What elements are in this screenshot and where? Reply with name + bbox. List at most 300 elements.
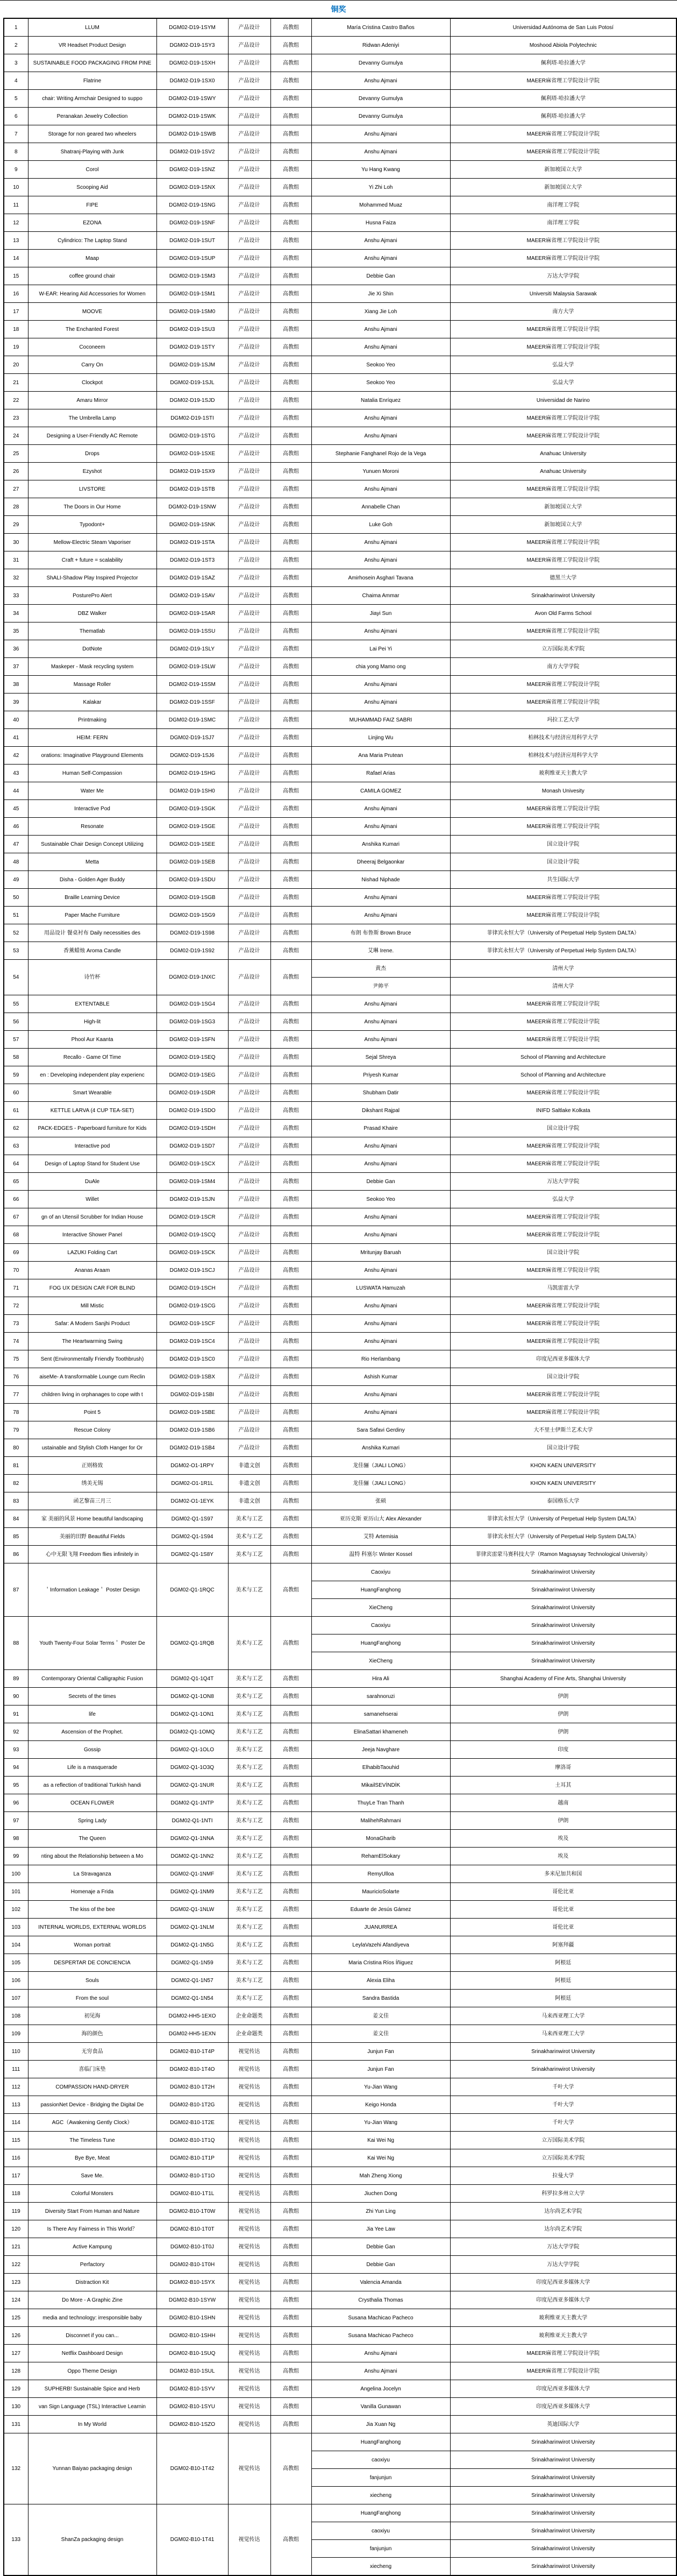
entry-group: 高教组 [270, 871, 311, 889]
row-number: 96 [4, 1794, 28, 1812]
row-number: 13 [4, 232, 28, 250]
entry-university: Avon Old Farms School [450, 605, 676, 622]
entry-author: Anshu Ajmani [311, 1226, 450, 1244]
entry-group: 高教组 [270, 2433, 311, 2504]
entry-id: DGM02-B10-1SUL [156, 2362, 228, 2380]
row-number: 53 [4, 942, 28, 960]
entry-group: 高教组 [270, 1954, 311, 1972]
entry-title: Safar: A Modern Sanjhi Product [28, 1315, 156, 1333]
entry-group: 高教组 [270, 1226, 311, 1244]
entry-category: 产品设计 [228, 1084, 270, 1102]
entry-group: 高教组 [270, 2380, 311, 2398]
entry-group: 高教组 [270, 747, 311, 765]
row-number: 79 [4, 1421, 28, 1439]
row-number: 71 [4, 1279, 28, 1297]
entry-id: DGM02-B10-1SYU [156, 2398, 228, 2416]
entry-author: Jia Xuan Ng [311, 2416, 450, 2433]
entry-title: coffee ground chair [28, 267, 156, 285]
entry-id: DGM02-B10-1T42 [156, 2433, 228, 2504]
entry-university: Shanghai Academy of Fine Arts, Shanghai University [450, 1670, 676, 1688]
entry-author: Anshu Ajmani [311, 818, 450, 836]
entry-id: DGM02-D19-1SNX [156, 179, 228, 196]
entry-title: nting about the Relationship between a Mo [28, 1848, 156, 1865]
entry-id: DGM02-Q1-1Q4T [156, 1670, 228, 1688]
entry-group: 高教组 [270, 1919, 311, 1936]
entry-title: Active Kampung [28, 2238, 156, 2256]
table-row [4, 1386, 676, 1404]
entry-university: Srinakharinwirot University [450, 2522, 676, 2540]
entry-group: 高教组 [270, 2185, 311, 2203]
entry-group: 高教组 [270, 1901, 311, 1919]
entry-university: MAEER麻省理工学院设计学院 [450, 250, 676, 267]
table-row [4, 427, 676, 445]
entry-category: 视觉传达 [228, 2504, 270, 2576]
entry-author: Anshu Ajmani [311, 995, 450, 1013]
entry-group: 高教组 [270, 2416, 311, 2433]
entry-university: 印度尼西亚多媒体大学 [450, 1350, 676, 1368]
entry-group: 高教组 [270, 179, 311, 196]
entry-group: 高教组 [270, 622, 311, 640]
table-row [4, 1617, 676, 1634]
entry-category: 产品设计 [228, 1421, 270, 1439]
entry-id: DGM02-Q1-1OMQ [156, 1723, 228, 1741]
entry-category: 美术与工艺 [228, 1919, 270, 1936]
entry-author: Prasad Khaire [311, 1120, 450, 1137]
table-row [4, 1848, 676, 1865]
entry-group: 高教组 [270, 2327, 311, 2345]
entry-university: Moshood Abiola Polytechnic [450, 37, 676, 54]
entry-category: 产品设计 [228, 1137, 270, 1155]
entry-author: Anshu Ajmani [311, 1031, 450, 1049]
entry-university: 哥伦比亚 [450, 1919, 676, 1936]
entry-title: Disconnet if you can... [28, 2327, 156, 2345]
entry-category: 产品设计 [228, 1066, 270, 1084]
entry-author: Xiang Jie Loh [311, 303, 450, 321]
entry-author: Anshu Ajmani [311, 250, 450, 267]
entry-author: Anshu Ajmani [311, 800, 450, 818]
entry-category: 美术与工艺 [228, 1741, 270, 1759]
entry-author: Ana Maria Prutean [311, 747, 450, 765]
row-number: 128 [4, 2362, 28, 2380]
entry-group: 高教组 [270, 1244, 311, 1262]
table-row [4, 285, 676, 303]
row-number: 62 [4, 1120, 28, 1137]
entry-category: 产品设计 [228, 143, 270, 161]
entry-title: Peranakan Jewelry Collection [28, 108, 156, 125]
entry-author: HuangFanghong [311, 2504, 450, 2522]
entry-category: 产品设计 [228, 409, 270, 427]
row-number: 131 [4, 2416, 28, 2433]
table-row [4, 1475, 676, 1492]
entry-title: KETTLE LARVA (4 CUP TEA-SET) [28, 1102, 156, 1120]
row-number: 112 [4, 2078, 28, 2096]
entry-category: 视觉传达 [228, 2203, 270, 2220]
entry-author: Anshu Ajmani [311, 693, 450, 711]
entry-group: 高教组 [270, 374, 311, 392]
entry-title: Youth Twenty-Four Solar Terms＇ Poster De [28, 1617, 156, 1670]
entry-university: MAEER麻省理工学院设计学院 [450, 321, 676, 338]
entry-id: DGM02-Q1-1S97 [156, 1510, 228, 1528]
entry-title: VR Headset Product Design [28, 37, 156, 54]
entry-university: MAEER麻省理工学院设计学院 [450, 232, 676, 250]
entry-category: 美术与工艺 [228, 1546, 270, 1563]
entry-group: 高教组 [270, 1297, 311, 1315]
entry-group: 高教组 [270, 37, 311, 54]
entry-id: DGM02-B10-1SYV [156, 2380, 228, 2398]
entry-university: MAEER麻省理工学院设计学院 [450, 480, 676, 498]
entry-id: DGM02-B10-1T2H [156, 2078, 228, 2096]
entry-id: DGM02-B10-1SYW [156, 2291, 228, 2309]
entry-group: 高教组 [270, 1066, 311, 1084]
entry-title: 诗竹杯 [28, 960, 156, 995]
entry-author: MauricioSolarte [311, 1883, 450, 1901]
row-number: 57 [4, 1031, 28, 1049]
entry-group: 高教组 [270, 1990, 311, 2007]
entry-id: DGM02-Q1-1OLO [156, 1741, 228, 1759]
entry-title: Contemporary Oriental Calligraphic Fusion [28, 1670, 156, 1688]
entry-category: 产品设计 [228, 498, 270, 516]
row-number: 60 [4, 1084, 28, 1102]
entry-author: Susana Machicao Pacheco [311, 2309, 450, 2327]
entry-university: 阿根廷 [450, 1954, 676, 1972]
row-number: 80 [4, 1439, 28, 1457]
row-number: 34 [4, 605, 28, 622]
entry-group: 高教组 [270, 1848, 311, 1865]
table-row [4, 214, 676, 232]
entry-id: DGM02-D19-1SYM [156, 18, 228, 37]
table-row [4, 782, 676, 800]
entry-id: DGM02-Q1-1N59 [156, 1954, 228, 1972]
table-row [4, 516, 676, 534]
entry-university: KHON KAEN UNIVERSITY [450, 1475, 676, 1492]
entry-group: 高教组 [270, 2025, 311, 2043]
entry-title: Ananas Araam [28, 1262, 156, 1279]
row-number: 132 [4, 2433, 28, 2504]
entry-category: 产品设计 [228, 1244, 270, 1262]
row-number: 95 [4, 1777, 28, 1794]
entry-title: ShanZa packaging design [28, 2504, 156, 2576]
entry-group: 高教组 [270, 445, 311, 463]
entry-group: 高教组 [270, 1155, 311, 1173]
row-number: 76 [4, 1368, 28, 1386]
table-row [4, 1759, 676, 1777]
entry-university: MAEER麻省理工学院设计学院 [450, 409, 676, 427]
row-number: 1 [4, 18, 28, 37]
entry-category: 视觉传达 [228, 2291, 270, 2309]
row-number: 21 [4, 374, 28, 392]
entry-id: DGM02-Q1-1NUR [156, 1777, 228, 1794]
entry-author: Devanny Gumulya [311, 108, 450, 125]
entry-author: samanehserai [311, 1705, 450, 1723]
row-number: 54 [4, 960, 28, 995]
row-number: 105 [4, 1954, 28, 1972]
entry-category: 产品设计 [228, 658, 270, 676]
entry-category: 美术与工艺 [228, 1759, 270, 1777]
entry-category: 视觉传达 [228, 2274, 270, 2291]
entry-author: Anshu Ajmani [311, 409, 450, 427]
entry-author: Yi Zhi Loh [311, 179, 450, 196]
row-number: 116 [4, 2149, 28, 2167]
entry-group: 高教组 [270, 250, 311, 267]
table-row [4, 1404, 676, 1421]
entry-id: DGM02-B10-1T1L [156, 2185, 228, 2203]
entry-author: 布朗 布鲁斯 Brown Bruce [311, 924, 450, 942]
entry-university: 马来西亚理工大学 [450, 2025, 676, 2043]
entry-group: 高教组 [270, 1563, 311, 1617]
row-number: 20 [4, 356, 28, 374]
entry-category: 非遗文创 [228, 1457, 270, 1475]
entry-author: Husna Faiza [311, 214, 450, 232]
entry-university: MAEER麻省理工学院设计学院 [450, 1262, 676, 1279]
entry-author: Devanny Gumulya [311, 54, 450, 72]
row-number: 90 [4, 1688, 28, 1705]
table-row [4, 1208, 676, 1226]
table-row [4, 2256, 676, 2274]
entry-id: DGM02-D19-1SDR [156, 1084, 228, 1102]
entry-university: MAEER麻省理工学院设计学院 [450, 1333, 676, 1350]
entry-university: MAEER麻省理工学院设计学院 [450, 693, 676, 711]
entry-university: 万达大学学院 [450, 2256, 676, 2274]
entry-author: Junjun Fan [311, 2061, 450, 2078]
entry-title: 家 美丽的风景 Home beautiful landscaping [28, 1510, 156, 1528]
entry-author: 张硕 [311, 1492, 450, 1510]
table-row [4, 1084, 676, 1102]
entry-university: Monash Univesity [450, 782, 676, 800]
entry-group: 高教组 [270, 765, 311, 782]
row-number: 72 [4, 1297, 28, 1315]
entry-group: 高教组 [270, 1120, 311, 1137]
entry-id: DGM02-D19-1SNW [156, 498, 228, 516]
entry-university: 越南 [450, 1794, 676, 1812]
entry-id: DGM02-D19-1SM1 [156, 285, 228, 303]
entry-id: DGM02-D19-1SSU [156, 622, 228, 640]
entry-author: MalihehRahmani [311, 1812, 450, 1830]
entry-title: Smart Wearable [28, 1084, 156, 1102]
row-number: 122 [4, 2256, 28, 2274]
entry-title: aiseMe- A transformable Lounge cum Reclin [28, 1368, 156, 1386]
entry-title: HEIM: FERN [28, 729, 156, 747]
entry-author: Yu Hang Kwang [311, 161, 450, 179]
entry-title: In My World [28, 2416, 156, 2433]
entry-author: caoxiyu [311, 2451, 450, 2469]
row-number: 68 [4, 1226, 28, 1244]
entry-university: 南洋理工学院 [450, 196, 676, 214]
entry-group: 高教组 [270, 196, 311, 214]
entry-category: 美术与工艺 [228, 1705, 270, 1723]
table-row [4, 1155, 676, 1173]
entry-author: 尹帅平 [311, 978, 450, 995]
entry-university: Srinakharinwirot University [450, 2451, 676, 2469]
entry-id: DGM02-D19-1SWY [156, 90, 228, 108]
table-row [4, 409, 676, 427]
entry-university: Srinakharinwirot University [450, 587, 676, 605]
entry-group: 高教组 [270, 1279, 311, 1297]
entry-group: 高教组 [270, 2291, 311, 2309]
entry-author: Anshu Ajmani [311, 676, 450, 693]
entry-id: DGM02-B10-1T2E [156, 2114, 228, 2132]
entry-title: Amaru Mirror [28, 392, 156, 409]
row-number: 75 [4, 1350, 28, 1368]
entry-category: 产品设计 [228, 711, 270, 729]
entry-group: 高教组 [270, 1741, 311, 1759]
table-row [4, 1333, 676, 1350]
entry-author: Anshika Kumari [311, 1439, 450, 1457]
entry-title: SUPHERB! Sustainable Spice and Herb [28, 2380, 156, 2398]
entry-title: 心中无限飞翔 Freedom flies infinitely in [28, 1546, 156, 1563]
entry-id: DGM02-D19-1SMC [156, 711, 228, 729]
entry-category: 视觉传达 [228, 2398, 270, 2416]
table-row [4, 250, 676, 267]
table-row [4, 72, 676, 90]
row-number: 129 [4, 2380, 28, 2398]
entry-university: MAEER麻省理工学院设计学院 [450, 1404, 676, 1421]
entry-title: Coconeem [28, 338, 156, 356]
entry-id: DGM02-D19-1SNG [156, 196, 228, 214]
entry-category: 美术与工艺 [228, 1901, 270, 1919]
entry-id: DGM02-D19-1STY [156, 338, 228, 356]
table-row [4, 2433, 676, 2451]
entry-category: 产品设计 [228, 1120, 270, 1137]
entry-group: 高教组 [270, 1386, 311, 1404]
entry-university: 印度 [450, 1741, 676, 1759]
entry-university: 柏林技术与经济应用科学大学 [450, 747, 676, 765]
entry-id: DGM02-D19-1SCJ [156, 1262, 228, 1279]
table-row [4, 1226, 676, 1244]
entry-id: DGM02-D19-1SCK [156, 1244, 228, 1262]
entry-category: 视觉传达 [228, 2132, 270, 2149]
entry-author: Anshu Ajmani [311, 1386, 450, 1404]
row-number: 9 [4, 161, 28, 179]
entry-title: The Heartwarming Swing [28, 1333, 156, 1350]
table-row [4, 54, 676, 72]
entry-university: 立万国际美术学院 [450, 640, 676, 658]
entry-author: 黄杰 [311, 960, 450, 978]
entry-title: van Sign Language (TSL) Interactive Learnin [28, 2398, 156, 2416]
entry-id: DGM02-D19-1SEB [156, 853, 228, 871]
table-row [4, 1510, 676, 1528]
row-number: 107 [4, 1990, 28, 2007]
table-row [4, 1741, 676, 1759]
entry-university: 菲律宾雷蒙马赛科技大学（Ramon Magsaysay Technological University） [450, 1546, 676, 1563]
entry-id: DGM02-O1-1EYK [156, 1492, 228, 1510]
entry-id: DGM02-D19-1SM4 [156, 1173, 228, 1191]
entry-category: 视觉传达 [228, 2167, 270, 2185]
entry-id: DGM02-Q1-1NNA [156, 1830, 228, 1848]
entry-title: Life is a masquerade [28, 1759, 156, 1777]
entry-author: fanjunjun [311, 2540, 450, 2558]
entry-id: DGM02-D19-1SV2 [156, 143, 228, 161]
row-number: 32 [4, 569, 28, 587]
row-number: 69 [4, 1244, 28, 1262]
entry-id: DGM02-Q1-1NM9 [156, 1883, 228, 1901]
entry-university: Srinakharinwirot University [450, 1599, 676, 1617]
row-number: 27 [4, 480, 28, 498]
entry-group: 高教组 [270, 108, 311, 125]
row-number: 94 [4, 1759, 28, 1777]
table-row [4, 1421, 676, 1439]
row-number: 85 [4, 1528, 28, 1546]
row-number: 121 [4, 2238, 28, 2256]
entry-university: 新加坡国立大学 [450, 498, 676, 516]
entry-id: DGM02-D19-1SG3 [156, 1013, 228, 1031]
entry-category: 产品设计 [228, 303, 270, 321]
table-row [4, 463, 676, 480]
entry-title: Willet [28, 1191, 156, 1208]
entry-university: School of Planning and Architecture [450, 1049, 676, 1066]
entry-category: 美术与工艺 [228, 1936, 270, 1954]
entry-category: 企业命题类 [228, 2025, 270, 2043]
entry-group: 高教组 [270, 1972, 311, 1990]
entry-group: 高教组 [270, 516, 311, 534]
row-number: 91 [4, 1705, 28, 1723]
entry-group: 高教组 [270, 2238, 311, 2256]
entry-title: COMPASSION HAND-DRYER [28, 2078, 156, 2096]
entry-title: 喜临门床垫 [28, 2061, 156, 2078]
entry-id: DGM02-Q1-1NLM [156, 1919, 228, 1936]
entry-university: 阿塞拜疆 [450, 1936, 676, 1954]
entry-category: 产品设计 [228, 179, 270, 196]
row-number: 22 [4, 392, 28, 409]
entry-group: 高教组 [270, 1457, 311, 1475]
entry-author: Crysthalia Thomas [311, 2291, 450, 2309]
entry-author: XieCheng [311, 1599, 450, 1617]
entry-university: Srinakharinwirot University [450, 2433, 676, 2451]
table-row [4, 1563, 676, 1581]
entry-author: Rafael Arias [311, 765, 450, 782]
entry-author: Linjing Wu [311, 729, 450, 747]
entry-author: Anshu Ajmani [311, 1137, 450, 1155]
entry-university: MAEER麻省理工学院设计学院 [450, 551, 676, 569]
entry-id: DGM02-D19-1SUT [156, 232, 228, 250]
entry-title: Perfactory [28, 2256, 156, 2274]
entry-university: MAEER麻省理工学院设计学院 [450, 2362, 676, 2380]
entry-title: Design of Laptop Stand for Student Use [28, 1155, 156, 1173]
entry-title: Colorful Monsters [28, 2185, 156, 2203]
entry-author: Amirhosein Asghari Tavana [311, 569, 450, 587]
table-row [4, 693, 676, 711]
entry-id: DGM02-D19-1SGB [156, 889, 228, 907]
entry-group: 高教组 [270, 1350, 311, 1368]
entry-group: 高教组 [270, 392, 311, 409]
table-row [4, 2167, 676, 2185]
entry-id: DGM02-D19-1SLW [156, 658, 228, 676]
entry-id: DGM02-D19-1SCR [156, 1208, 228, 1226]
entry-category: 产品设计 [228, 285, 270, 303]
entry-author: Ridwan Adeniyi [311, 37, 450, 54]
entry-university: MAEER麻省理工学院设计学院 [450, 907, 676, 924]
entry-group: 高教组 [270, 54, 311, 72]
entry-university: 多米尼加共和国 [450, 1865, 676, 1883]
entry-university: 国立设计学院 [450, 853, 676, 871]
entry-category: 产品设计 [228, 800, 270, 818]
entry-title: Rescue Colony [28, 1421, 156, 1439]
entry-category: 产品设计 [228, 125, 270, 143]
table-row [4, 995, 676, 1013]
entry-title: Point 5 [28, 1404, 156, 1421]
entry-title: Shatranj-Playing with Junk [28, 143, 156, 161]
entry-title: EZONA [28, 214, 156, 232]
entry-group: 高教组 [270, 2256, 311, 2274]
entry-university: 马凯雷雷大学 [450, 1279, 676, 1297]
entry-group: 高教组 [270, 90, 311, 108]
entry-group: 高教组 [270, 2203, 311, 2220]
entry-category: 美术与工艺 [228, 1794, 270, 1812]
row-number: 108 [4, 2007, 28, 2025]
entry-author: Anshu Ajmani [311, 480, 450, 498]
entry-group: 高教组 [270, 338, 311, 356]
entry-group: 高教组 [270, 1812, 311, 1830]
table-row [4, 1936, 676, 1954]
